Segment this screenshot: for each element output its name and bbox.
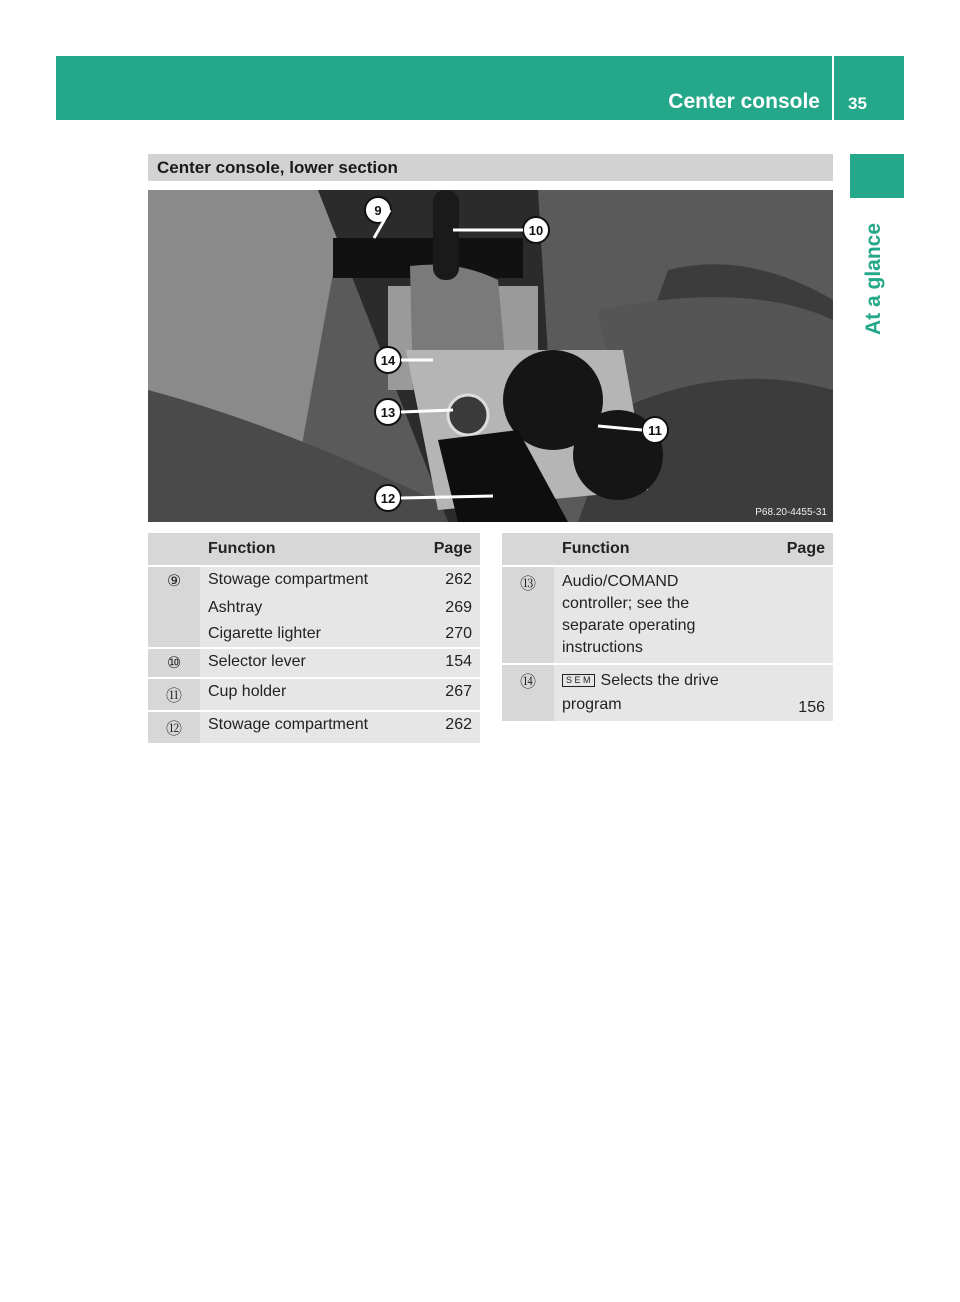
photo-illustration bbox=[148, 190, 833, 522]
table-row bbox=[148, 595, 480, 621]
drive-program-icon: S E M bbox=[562, 674, 595, 687]
table-header-row bbox=[148, 533, 480, 566]
header-title: Center console bbox=[668, 90, 820, 113]
row-number bbox=[148, 621, 200, 648]
section-title: Center console, lower section bbox=[157, 158, 398, 177]
callout-10: 10 bbox=[528, 223, 544, 238]
header-page-box bbox=[834, 56, 904, 120]
row-function: Cigarette lighter bbox=[200, 621, 408, 648]
row-page: 270 bbox=[408, 621, 480, 648]
table-row bbox=[148, 678, 480, 711]
row-page: 262 bbox=[408, 711, 480, 743]
row-page: 267 bbox=[408, 678, 480, 711]
row-number: ⑭ bbox=[502, 664, 554, 721]
row-number: ⑫ bbox=[148, 711, 200, 743]
row-function: Ashtray bbox=[200, 595, 408, 621]
row-function-line2: program bbox=[562, 696, 622, 713]
row-page: 154 bbox=[408, 648, 480, 678]
side-label: At a glance bbox=[862, 222, 885, 335]
header-function: Function bbox=[200, 533, 408, 566]
header-function: Function bbox=[554, 533, 761, 566]
header-bar bbox=[56, 56, 832, 120]
row-function-line1: Selects the drive bbox=[600, 672, 719, 689]
callout-9: 9 bbox=[374, 203, 382, 218]
function-table-left bbox=[148, 533, 480, 743]
table-row bbox=[502, 664, 833, 721]
row-function: Cup holder bbox=[200, 678, 408, 711]
callout-14: 14 bbox=[380, 353, 396, 368]
side-tab bbox=[850, 154, 904, 198]
table-row bbox=[502, 566, 833, 664]
header-num bbox=[502, 533, 554, 566]
row-page bbox=[761, 566, 833, 664]
row-function bbox=[554, 664, 761, 721]
row-number: ⑬ bbox=[502, 566, 554, 664]
row-page: 269 bbox=[408, 595, 480, 621]
table-header-row bbox=[502, 533, 833, 566]
row-number: ⑩ bbox=[148, 648, 200, 678]
header-num bbox=[148, 533, 200, 566]
header-page: Page bbox=[761, 533, 833, 566]
row-function: Stowage compartment bbox=[200, 566, 408, 595]
table-row bbox=[148, 711, 480, 743]
photo-code: P68.20-4455-31 bbox=[755, 507, 827, 518]
row-number: ⑨ bbox=[148, 566, 200, 595]
callout-11: 11 bbox=[648, 423, 662, 438]
callout-12: 12 bbox=[380, 491, 396, 506]
section-title-bar bbox=[148, 154, 833, 181]
table-row bbox=[148, 648, 480, 678]
row-function: Selector lever bbox=[200, 648, 408, 678]
table-row bbox=[148, 621, 480, 648]
header-page: Page bbox=[408, 533, 480, 566]
row-function: Stowage compartment bbox=[200, 711, 408, 743]
table-row bbox=[148, 566, 480, 595]
function-table-right bbox=[502, 533, 833, 721]
page-number: 35 bbox=[848, 94, 867, 113]
row-page: 262 bbox=[408, 566, 480, 595]
row-function: Audio/COMAND controller; see the separate operating instructions bbox=[554, 566, 761, 664]
row-number: ⑪ bbox=[148, 678, 200, 711]
center-console-photo bbox=[148, 190, 833, 522]
row-page: 156 bbox=[761, 664, 833, 721]
callout-13: 13 bbox=[380, 405, 396, 420]
row-number bbox=[148, 595, 200, 621]
